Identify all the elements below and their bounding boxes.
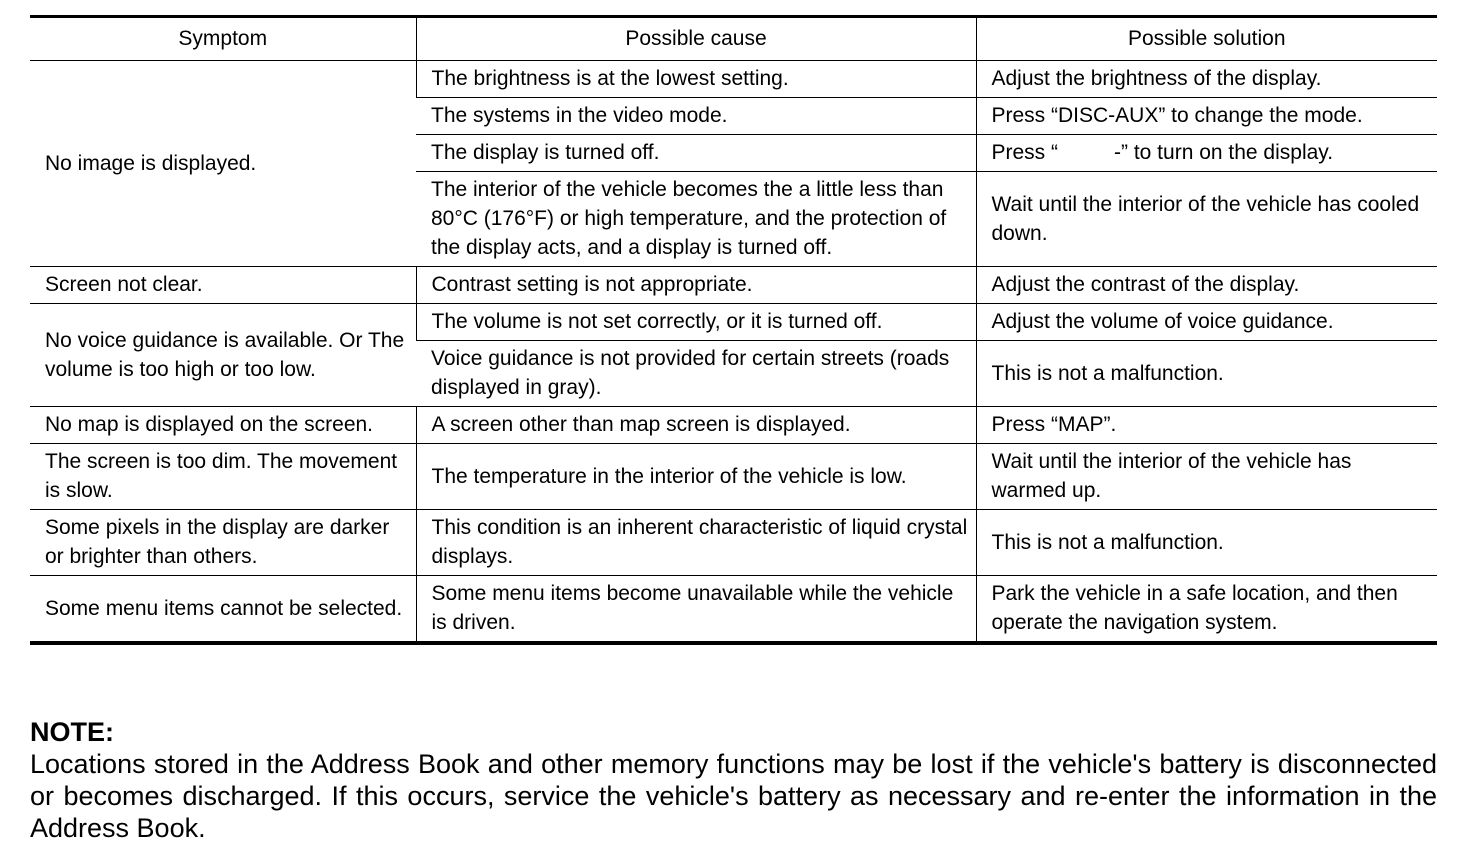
- symptom-cell: Some menu items cannot be selected.: [30, 576, 416, 644]
- note-heading: NOTE:: [30, 717, 114, 747]
- header-symptom: Symptom: [30, 17, 416, 61]
- table-row: [30, 61, 1437, 98]
- table-row: [30, 510, 1437, 576]
- solution-cell: Press “DISC-AUX” to change the mode.: [976, 98, 1437, 135]
- solution-text-post: -” to turn on the display.: [1114, 141, 1334, 164]
- symptom-cell: Some pixels in the display are darker or brighter than others.: [30, 510, 416, 576]
- solution-cell: Adjust the brightness of the display.: [976, 61, 1437, 98]
- cause-cell: The systems in the video mode.: [416, 98, 976, 135]
- cause-cell: Voice guidance is not provided for certain streets (roads displayed in gray).: [416, 341, 976, 407]
- table-row: [30, 407, 1437, 444]
- solution-cell: This is not a malfunction.: [976, 510, 1437, 576]
- header-possible-solution: Possible solution: [976, 17, 1437, 61]
- cause-cell: A screen other than map screen is displayed.: [416, 407, 976, 444]
- solution-text-pre: Press “: [991, 141, 1059, 164]
- table-row: [30, 304, 1437, 341]
- header-possible-cause: Possible cause: [416, 17, 976, 61]
- cause-cell: Contrast setting is not appropriate.: [416, 267, 976, 304]
- cause-cell: The volume is not set correctly, or it is turned off.: [416, 304, 976, 341]
- troubleshooting-table: [30, 15, 1437, 645]
- symptom-cell: The screen is too dim. The movement is slow.: [30, 444, 416, 510]
- table-row: [30, 267, 1437, 304]
- symptom-cell: Screen not clear.: [30, 267, 416, 304]
- note-body: Locations stored in the Address Book and other memory functions may be lost if the vehicle's battery is disconnected or becomes discharged. If this occurs, service the vehicle's battery as necessary and re-enter the information in the Address Book.: [30, 749, 1437, 843]
- solution-cell: This is not a malfunction.: [976, 341, 1437, 407]
- symptom-cell: No voice guidance is available. Or The volume is too high or too low.: [30, 304, 416, 407]
- cause-cell: Some menu items become unavailable while the vehicle is driven.: [416, 576, 976, 644]
- solution-cell: Wait until the interior of the vehicle has warmed up.: [976, 444, 1437, 510]
- symptom-cell: No map is displayed on the screen.: [30, 407, 416, 444]
- header-row: [30, 17, 1437, 61]
- cause-cell: The temperature in the interior of the vehicle is low.: [416, 444, 976, 510]
- table-row: [30, 444, 1437, 510]
- solution-cell: Press “MAP”.: [976, 407, 1437, 444]
- cause-cell: The interior of the vehicle becomes the a little less than 80°C (176°F) or high temperature, and the protection of the display acts, and a display is turned off.: [416, 172, 976, 267]
- cause-cell: This condition is an inherent characteristic of liquid crystal displays.: [416, 510, 976, 576]
- cause-cell: The display is turned off.: [416, 135, 976, 172]
- note-block: [30, 716, 1437, 844]
- symptom-cell: No image is displayed.: [30, 61, 416, 267]
- solution-cell: [976, 135, 1437, 172]
- table-row: [30, 576, 1437, 644]
- cause-cell: The brightness is at the lowest setting.: [416, 61, 976, 98]
- solution-cell: Adjust the volume of voice guidance.: [976, 304, 1437, 341]
- solution-cell: Park the vehicle in a safe location, and then operate the navigation system.: [976, 576, 1437, 644]
- solution-cell: Wait until the interior of the vehicle has cooled down.: [976, 172, 1437, 267]
- solution-cell: Adjust the contrast of the display.: [976, 267, 1437, 304]
